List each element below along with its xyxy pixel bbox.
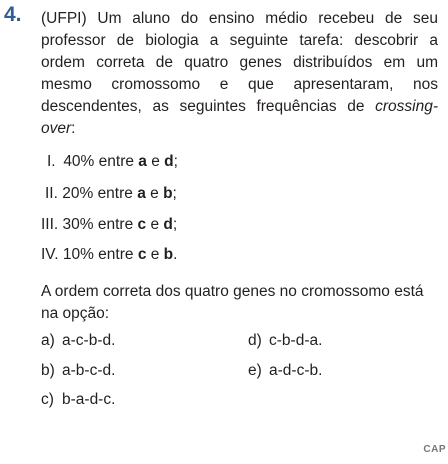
gene-letter: a: [137, 185, 146, 202]
question-stem: [41, 8, 438, 140]
option-c[interactable]: [41, 389, 115, 411]
stem-term: crossing-over: [41, 98, 438, 137]
option-text: b-a-d-c.: [62, 391, 116, 408]
item-text: 20% entre: [62, 185, 138, 202]
list-item: [45, 183, 177, 205]
option-letter: b): [41, 362, 55, 379]
gene-letter: b: [163, 246, 174, 263]
footer-label: CAP: [423, 444, 446, 455]
option-a[interactable]: [41, 330, 115, 352]
option-e[interactable]: [248, 360, 322, 382]
gene-letter: d: [163, 216, 173, 233]
gene-letter: b: [163, 185, 173, 202]
option-text: a-c-b-d.: [62, 332, 116, 349]
question-prompt: A ordem correta dos quatro genes no cromossomo está na opção:: [41, 283, 424, 322]
item-number: II.: [45, 185, 58, 202]
item-text: 40% entre: [63, 153, 139, 170]
item-number: IV.: [41, 246, 59, 263]
list-item: [47, 151, 178, 173]
item-conjunction: e: [146, 216, 164, 233]
item-end: ;: [173, 153, 178, 170]
item-text: 10% entre: [62, 246, 138, 263]
item-conjunction: e: [145, 185, 164, 202]
gene-letter: c: [137, 216, 147, 233]
option-b[interactable]: [41, 360, 115, 382]
item-number: I.: [47, 153, 56, 170]
list-item: [41, 244, 177, 266]
item-number: III.: [41, 216, 59, 233]
gene-letter: d: [164, 153, 174, 170]
option-letter: d): [248, 332, 262, 349]
stem-lead: (UFPI) Um aluno do ensino médio recebeu de seu professor de biologia a seguinte tarefa: descobrir a ordem correta de quatro genes distribuídos em um mesmo cromossomo e que apresentaram, nos descendentes, as seguintes frequências de: [41, 10, 438, 115]
gene-letter: c: [137, 246, 147, 263]
item-conjunction: e: [146, 153, 165, 170]
item-end: ;: [172, 216, 178, 233]
option-text: a-b-c-d.: [62, 362, 116, 379]
question-number: 4.: [4, 3, 22, 26]
option-letter: e): [248, 362, 262, 379]
option-text: c-b-d-a.: [269, 332, 323, 349]
item-conjunction: e: [146, 246, 164, 263]
item-end: .: [173, 246, 178, 263]
option-letter: a): [41, 332, 55, 349]
option-letter: c): [41, 391, 54, 408]
stem-end: :: [71, 120, 76, 137]
gene-letter: a: [138, 153, 147, 170]
list-item: [41, 214, 177, 236]
item-text: 30% entre: [62, 216, 138, 233]
item-end: ;: [172, 185, 177, 202]
option-d[interactable]: [248, 330, 322, 352]
option-text: a-d-c-b.: [269, 362, 323, 379]
